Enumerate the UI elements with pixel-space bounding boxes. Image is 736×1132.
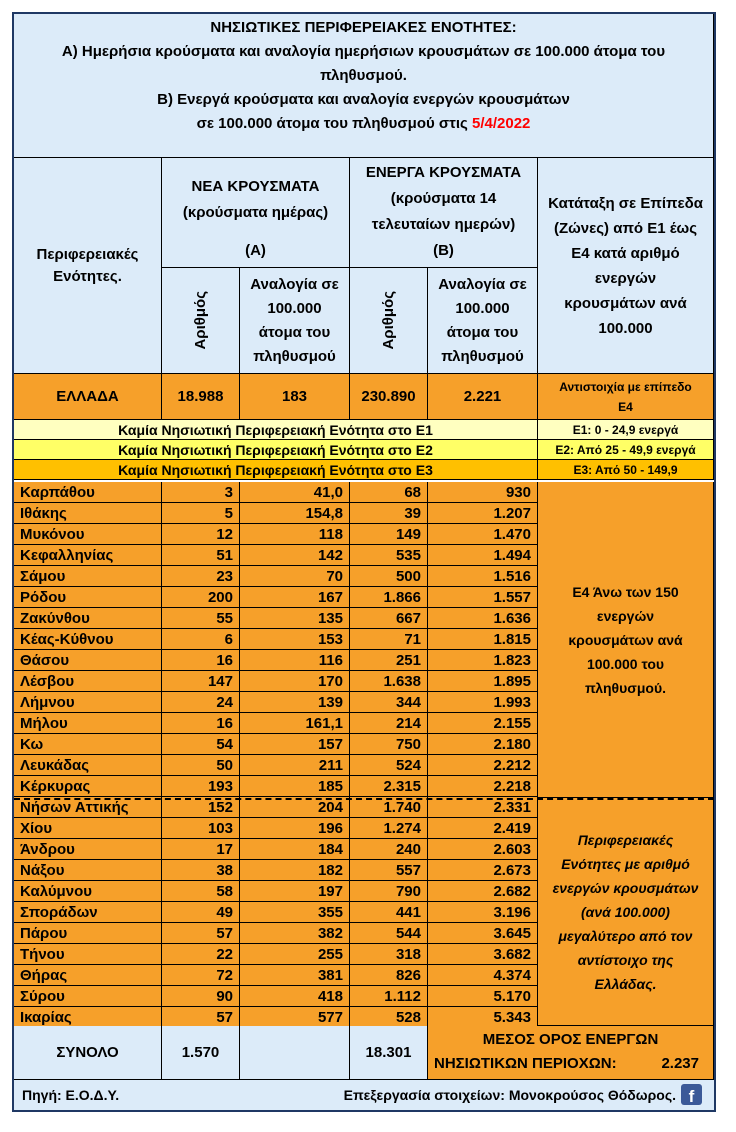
title-block (14, 14, 714, 158)
row-region-name: Μυκόνου (14, 524, 162, 545)
row-new-cases: 90 (162, 986, 240, 1007)
row-region-name: Κεφαλληνίας (14, 545, 162, 566)
row-active-cases: 1.866 (350, 587, 428, 608)
row-new-cases: 23 (162, 566, 240, 587)
row-active-ratio: 2.331 (428, 797, 538, 818)
row-active-ratio: 1.470 (428, 524, 538, 545)
row-region-name: Χίου (14, 818, 162, 839)
header-active-number: Αριθμός (350, 268, 428, 374)
total-new: 1.570 (162, 1026, 240, 1080)
average-block (428, 1026, 714, 1080)
zone-band-text: Καμία Νησιωτική Περιφερειακή Ενότητα στο Ε3 (14, 460, 538, 480)
zone-above-greece-note: Περιφερειακές Ενότητες με αριθμό ενεργών κρουσμάτων (ανά 100.000) μεγαλύτερο από τον αντίστοιχο της Ελλάδας. (538, 798, 714, 1026)
row-active-cases: 535 (350, 545, 428, 566)
row-region-name: Άνδρου (14, 839, 162, 860)
row-new-ratio: 381 (240, 965, 350, 986)
row-new-ratio: 142 (240, 545, 350, 566)
row-region-name: Καλύμνου (14, 881, 162, 902)
row-active-cases: 790 (350, 881, 428, 902)
row-active-cases: 149 (350, 524, 428, 545)
row-active-cases: 240 (350, 839, 428, 860)
row-new-cases: 57 (162, 923, 240, 944)
row-active-cases: 71 (350, 629, 428, 650)
title-line-3: πληθυσμού. (320, 67, 407, 84)
row-active-ratio: 2.682 (428, 881, 538, 902)
row-new-ratio: 182 (240, 860, 350, 881)
row-active-cases: 1.638 (350, 671, 428, 692)
zone-e4-note: Ε4 Άνω των 150 ενεργών κρουσμάτων ανά 100.000 του πληθυσμού. (538, 482, 714, 798)
row-active-ratio: 1.207 (428, 503, 538, 524)
total-label: ΣΥΝΟΛΟ (14, 1026, 162, 1080)
row-new-ratio: 185 (240, 776, 350, 797)
row-region-name: Νάξου (14, 860, 162, 881)
row-region-name: Κέας-Κύθνου (14, 629, 162, 650)
row-active-ratio: 2.212 (428, 755, 538, 776)
row-new-ratio: 255 (240, 944, 350, 965)
row-active-ratio: 1.636 (428, 608, 538, 629)
row-active-cases: 750 (350, 734, 428, 755)
row-new-cases: 103 (162, 818, 240, 839)
row-new-ratio: 161,1 (240, 713, 350, 734)
row-new-ratio: 196 (240, 818, 350, 839)
row-new-cases: 58 (162, 881, 240, 902)
report-date: 5/4/2022 (471, 115, 531, 132)
row-region-name: Τήνου (14, 944, 162, 965)
row-new-ratio: 184 (240, 839, 350, 860)
row-region-name: Ιθάκης (14, 503, 162, 524)
row-new-ratio: 170 (240, 671, 350, 692)
header-zone: Κατάταξη σε Επίπεδα (Ζώνες) από Ε1 έως Ε4 κατά αριθμό ενεργών κρουσμάτων ανά 100.000 (538, 158, 714, 374)
row-new-cases: 12 (162, 524, 240, 545)
row-region-name: Πάρου (14, 923, 162, 944)
row-active-ratio: 3.645 (428, 923, 538, 944)
row-new-ratio: 116 (240, 650, 350, 671)
row-region-name: Λευκάδας (14, 755, 162, 776)
row-region-name: Νήσων Αττικής (14, 797, 162, 818)
row-new-ratio: 204 (240, 797, 350, 818)
row-active-ratio: 4.374 (428, 965, 538, 986)
zone-band-text: Καμία Νησιωτική Περιφερειακή Ενότητα στο Ε1 (14, 420, 538, 440)
row-active-ratio: 3.682 (428, 944, 538, 965)
row-active-ratio: 1.516 (428, 566, 538, 587)
row-active-cases: 318 (350, 944, 428, 965)
row-region-name: Θάσου (14, 650, 162, 671)
row-new-cases: 54 (162, 734, 240, 755)
row-active-cases: 557 (350, 860, 428, 881)
row-region-name: Κω (14, 734, 162, 755)
total-active: 18.301 (350, 1026, 428, 1080)
total-new-ratio (240, 1026, 350, 1080)
zone-band-range: Ε3: Από 50 - 149,9 (538, 460, 714, 480)
row-active-ratio: 2.218 (428, 776, 538, 797)
row-active-cases: 441 (350, 902, 428, 923)
row-active-ratio: 2.603 (428, 839, 538, 860)
row-active-ratio: 1.557 (428, 587, 538, 608)
greece-name: ΕΛΛΑΔΑ (14, 374, 162, 420)
title-line-2: Α) Ημερήσια κρούσματα και αναλογία ημερήσιων κρουσμάτων σε 100.000 άτομα του (61, 43, 666, 60)
zone-band-text: Καμία Νησιωτική Περιφερειακή Ενότητα στο Ε2 (14, 440, 538, 460)
row-active-cases: 68 (350, 482, 428, 503)
greece-new-ratio: 183 (240, 374, 350, 420)
row-active-cases: 1.274 (350, 818, 428, 839)
row-new-cases: 72 (162, 965, 240, 986)
zone-band-range: Ε1: 0 - 24,9 ενεργά (538, 420, 714, 440)
row-new-cases: 193 (162, 776, 240, 797)
row-new-ratio: 154,8 (240, 503, 350, 524)
row-new-ratio: 418 (240, 986, 350, 1007)
header-new-ratio: Αναλογία σε 100.000 άτομα του πληθυσμού (240, 268, 350, 374)
row-active-ratio: 1.993 (428, 692, 538, 713)
row-active-cases: 2.315 (350, 776, 428, 797)
row-new-cases: 152 (162, 797, 240, 818)
row-new-cases: 55 (162, 608, 240, 629)
row-active-ratio: 1.494 (428, 545, 538, 566)
row-region-name: Καρπάθου (14, 482, 162, 503)
row-new-ratio: 70 (240, 566, 350, 587)
row-new-ratio: 211 (240, 755, 350, 776)
row-new-ratio: 41,0 (240, 482, 350, 503)
row-active-cases: 1.740 (350, 797, 428, 818)
row-active-ratio: 3.196 (428, 902, 538, 923)
row-active-cases: 251 (350, 650, 428, 671)
header-active-cases: ΕΝΕΡΓΑ ΚΡΟΥΣΜΑΤΑ (κρούσματα 14 τελευταίων ημερών) (Β) (350, 158, 538, 268)
row-new-cases: 5 (162, 503, 240, 524)
row-new-ratio: 197 (240, 881, 350, 902)
row-active-ratio: 5.170 (428, 986, 538, 1007)
facebook-icon[interactable]: f (681, 1084, 702, 1105)
row-region-name: Λήμνου (14, 692, 162, 713)
average-label-1: ΜΕΣΟΣ ΟΡΟΣ ΕΝΕΡΓΩΝ (482, 1031, 659, 1048)
title-line-4: Β) Ενεργά κρούσματα και αναλογία ενεργών κρουσμάτων (157, 91, 570, 108)
average-label-2: ΝΗΣΙΩΤΙΚΩΝ ΠΕΡΙΟΧΩΝ: 2.237 (428, 1052, 713, 1076)
row-new-cases: 51 (162, 545, 240, 566)
row-region-name: Ρόδου (14, 587, 162, 608)
dashed-separator (14, 798, 714, 800)
average-value: 2.237 (661, 1055, 699, 1072)
row-active-cases: 344 (350, 692, 428, 713)
row-active-ratio: 930 (428, 482, 538, 503)
row-new-cases: 24 (162, 692, 240, 713)
row-region-name: Σάμου (14, 566, 162, 587)
row-new-cases: 38 (162, 860, 240, 881)
row-new-ratio: 167 (240, 587, 350, 608)
row-region-name: Ζακύνθου (14, 608, 162, 629)
row-active-ratio: 2.155 (428, 713, 538, 734)
row-active-cases: 39 (350, 503, 428, 524)
header-active-ratio: Αναλογία σε 100.000 άτομα του πληθυσμού (428, 268, 538, 374)
greece-active-ratio: 2.221 (428, 374, 538, 420)
row-new-cases: 6 (162, 629, 240, 650)
row-active-cases: 544 (350, 923, 428, 944)
row-new-ratio: 139 (240, 692, 350, 713)
row-new-ratio: 118 (240, 524, 350, 545)
footer (14, 1080, 714, 1110)
row-region-name: Μήλου (14, 713, 162, 734)
title-line-5: σε 100.000 άτομα του πληθυσμού στις 5/4/2022 (196, 115, 531, 132)
row-active-ratio: 2.180 (428, 734, 538, 755)
row-new-cases: 49 (162, 902, 240, 923)
row-active-cases: 667 (350, 608, 428, 629)
row-active-cases: 214 (350, 713, 428, 734)
row-active-ratio: 2.673 (428, 860, 538, 881)
row-new-cases: 50 (162, 755, 240, 776)
row-active-cases: 528 (350, 1007, 428, 1028)
header-region: Περιφερειακές Ενότητες. (14, 158, 162, 374)
row-new-ratio: 355 (240, 902, 350, 923)
row-new-cases: 200 (162, 587, 240, 608)
row-new-cases: 147 (162, 671, 240, 692)
greece-zone: Αντιστοιχία με επίπεδο Ε4 (538, 374, 714, 420)
row-new-ratio: 577 (240, 1007, 350, 1028)
row-region-name: Λέσβου (14, 671, 162, 692)
footer-credit: Επεξεργασία στοιχείων: Μονοκρούσος Θόδωρος. (343, 1087, 676, 1103)
row-active-cases: 1.112 (350, 986, 428, 1007)
row-new-cases: 57 (162, 1007, 240, 1028)
row-new-cases: 3 (162, 482, 240, 503)
row-new-ratio: 157 (240, 734, 350, 755)
row-region-name: Ικαρίας (14, 1007, 162, 1028)
header-new-number: Αριθμός (162, 268, 240, 374)
row-region-name: Θήρας (14, 965, 162, 986)
row-new-cases: 16 (162, 650, 240, 671)
row-region-name: Κέρκυρας (14, 776, 162, 797)
greece-active: 230.890 (350, 374, 428, 420)
row-new-cases: 16 (162, 713, 240, 734)
row-active-ratio: 1.815 (428, 629, 538, 650)
greece-new: 18.988 (162, 374, 240, 420)
row-new-cases: 22 (162, 944, 240, 965)
row-active-cases: 524 (350, 755, 428, 776)
row-new-ratio: 135 (240, 608, 350, 629)
row-active-ratio: 5.343 (428, 1007, 538, 1028)
row-region-name: Σύρου (14, 986, 162, 1007)
row-active-ratio: 1.895 (428, 671, 538, 692)
row-new-cases: 17 (162, 839, 240, 860)
title-line-1: ΝΗΣΙΩΤΙΚΕΣ ΠΕΡΙΦΕΡΕΙΑΚΕΣ ΕΝΟΤΗΤΕΣ: (210, 19, 517, 36)
row-region-name: Σποράδων (14, 902, 162, 923)
zone-band-range: Ε2: Από 25 - 49,9 ενεργά (538, 440, 714, 460)
row-new-ratio: 153 (240, 629, 350, 650)
row-new-ratio: 382 (240, 923, 350, 944)
footer-source: Πηγή: Ε.Ο.Δ.Υ. (22, 1087, 120, 1103)
row-active-cases: 500 (350, 566, 428, 587)
row-active-ratio: 2.419 (428, 818, 538, 839)
row-active-ratio: 1.823 (428, 650, 538, 671)
header-new-cases: ΝΕΑ ΚΡΟΥΣΜΑΤΑ (κρούσματα ημέρας) (Α) (162, 158, 350, 268)
row-active-cases: 826 (350, 965, 428, 986)
